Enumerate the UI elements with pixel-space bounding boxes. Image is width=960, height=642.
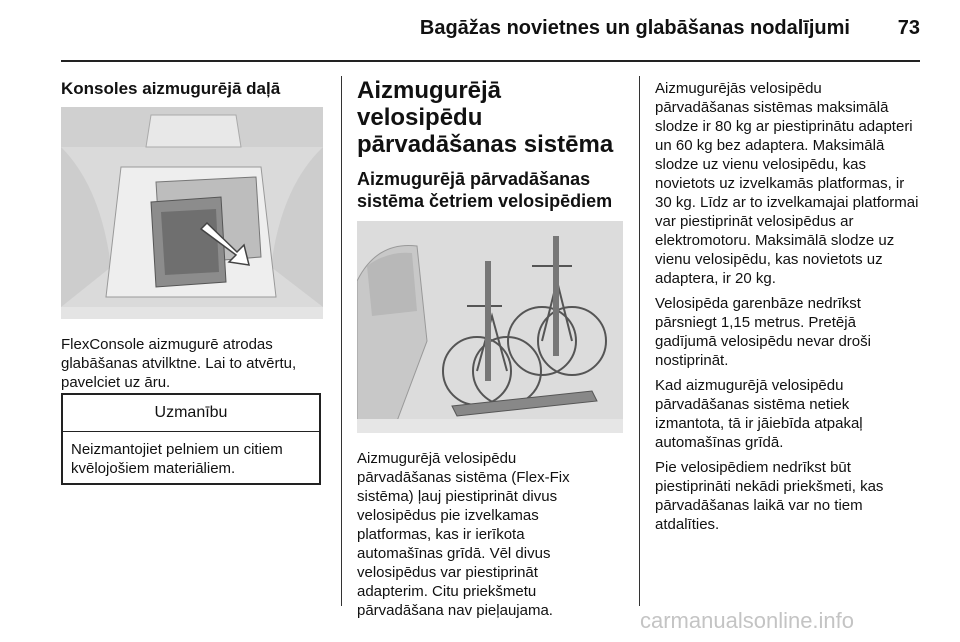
console-drawer-figure — [61, 107, 323, 319]
body-paragraph: Velosipēda garenbāze nedrīkst pārsniegt 1,15 metrus. Pretējā gadījumā velosipēdu nevar droši nostiprināt. — [655, 295, 871, 369]
main-heading: Aizmugurējā velosipēdu pārvadāšanas sistēma — [357, 77, 614, 158]
column-divider — [341, 76, 342, 606]
column-divider — [639, 76, 640, 606]
caution-title: Uzmanību — [63, 395, 319, 432]
body-paragraph: FlexConsole aizmugurē atrodas glabāšanas atvilktne. Lai to atvērtu, pavelciet uz āru. — [61, 336, 297, 391]
sub-heading: Aizmugurējā pārvadāšanas sistēma četriem velosipēdiem — [357, 169, 613, 211]
body-paragraph: Aizmugurējā velosipēdu pārvadāšanas sistēma (Flex-Fix sistēma) ļauj piestiprināt divus velosipēdus pie izvelkamas platformas, kas ir ierīkota automašīnas grīdā. Vēl divus velosipēdus var piestiprināt adapterim. Citu priekšmetu pārvadāšana nav pieļaujama. — [357, 450, 570, 619]
bike-carrier-figure — [357, 221, 623, 433]
left-column — [61, 78, 325, 392]
body-paragraph: Kad aizmugurējā velosipēdu pārvadāšanas sistēma netiek izmantota, tā ir jāiebīda atpakaļ automašīnas grīdā. — [655, 377, 863, 451]
section-heading: Konsoles aizmugurējā daļā — [61, 79, 281, 98]
caution-text: Neizmantojiet pelniem un citiem kvēlojošiem materiāliem. — [71, 441, 283, 477]
body-paragraph: Aizmugurējās velosipēdu pārvadāšanas sistēmas maksimālā slodze ir 80 kg ar piestiprinātu adapteri un 60 kg bez adaptera. Maksimālā slodze uz vienu velosipēdu, kas novietots uz izvelkamās platformas, ir 30 kg. Līdz ar to izvelkamajai platformai var piestiprināt velosipēdus ar elektromotoru. Maksimālā slodze uz vienu velosipēdu, kas novietots uz adaptera, ir 20 kg. — [655, 80, 919, 287]
page-header-title: Bagāžas novietnes un glabāšanas nodalījumi — [419, 17, 850, 39]
header-rule — [61, 60, 920, 62]
middle-column — [357, 77, 627, 620]
page-number: 73 — [897, 17, 920, 39]
caution-box — [61, 393, 321, 485]
right-column — [655, 79, 920, 534]
body-paragraph: Pie velosipēdiem nedrīkst būt piestiprināti nekādi priekšmeti, kas pārvadāšanas laikā var no tiem atdalīties. — [655, 459, 884, 533]
watermark: carmanualsonline.info — [640, 608, 855, 633]
